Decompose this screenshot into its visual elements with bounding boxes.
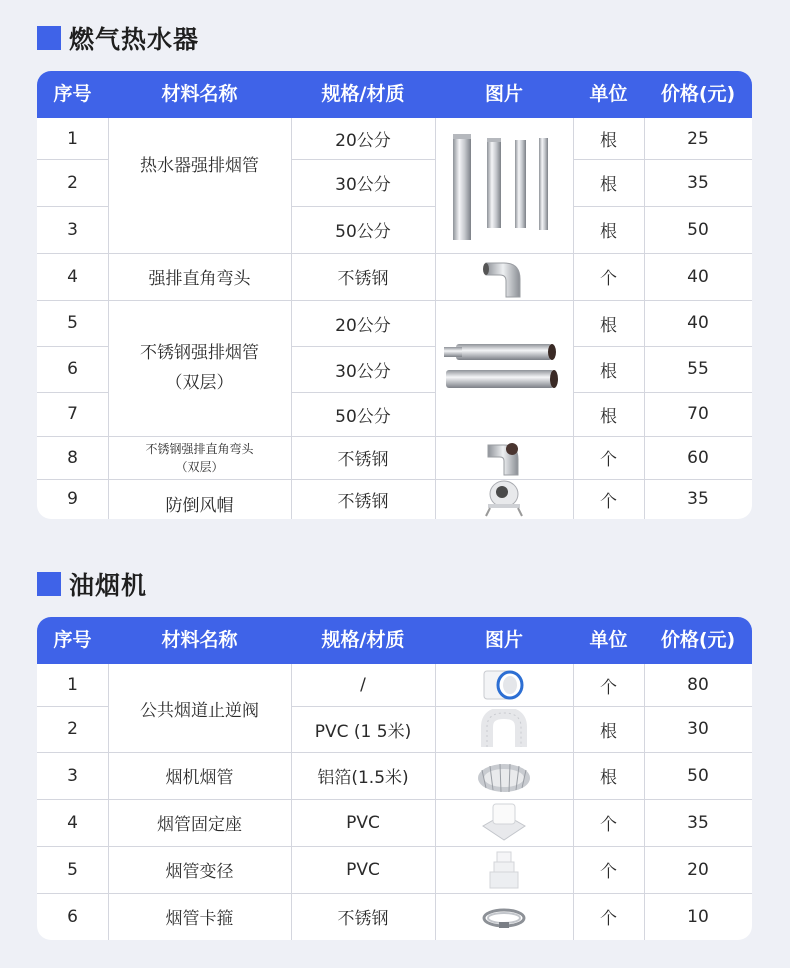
unit: 个 — [600, 815, 617, 835]
header-no: 序号 — [53, 629, 92, 651]
price: 25 — [687, 128, 709, 149]
row-no: 3 — [67, 219, 78, 240]
header-name: 材料名称 — [161, 629, 238, 651]
unit: 个 — [600, 909, 617, 929]
price: 10 — [687, 906, 709, 927]
price: 55 — [687, 359, 709, 379]
spec: 不锈钢 — [337, 491, 389, 512]
header-no: 序号 — [53, 83, 92, 105]
unit: 个 — [600, 491, 617, 512]
table-body — [37, 118, 752, 519]
unit: 根 — [600, 131, 617, 151]
water-heater-table — [37, 71, 752, 519]
spec: 铝箔(1.5米) — [317, 768, 409, 788]
table-header — [37, 71, 752, 118]
row-no: 1 — [67, 675, 78, 695]
hose-clamp-image — [435, 893, 573, 940]
header-unit: 单位 — [589, 83, 628, 105]
spec: 20公分 — [335, 131, 391, 151]
material-name: 烟管固定座 — [157, 815, 242, 835]
price: 40 — [687, 266, 709, 287]
spec: / — [360, 675, 366, 695]
spec: 不锈钢 — [337, 269, 389, 289]
material-name: 公共烟道止逆阀 — [140, 700, 259, 721]
spec: PVC — [346, 812, 380, 833]
price: 20 — [687, 859, 709, 880]
double-layer-pipes-image — [435, 300, 573, 436]
header-price: 价格(元) — [660, 629, 736, 651]
material-name: 不锈钢强排直角弯头 （双层） — [145, 441, 254, 474]
unit: 根 — [600, 175, 617, 195]
unit: 根 — [600, 315, 617, 336]
header-image: 图片 — [484, 83, 523, 105]
row-no: 1 — [67, 128, 78, 149]
price: 70 — [687, 404, 709, 424]
range-hood-table — [37, 617, 752, 940]
price: 35 — [687, 172, 709, 193]
unit: 根 — [600, 222, 617, 242]
spec: 50公分 — [335, 222, 391, 242]
row-no: 5 — [67, 859, 78, 880]
pvc-hose-image — [435, 706, 573, 752]
row-no: 7 — [67, 404, 78, 424]
material-name: 烟管变径 — [165, 862, 234, 882]
unit: 根 — [600, 406, 617, 427]
row-no: 2 — [67, 172, 78, 193]
spec: 50公分 — [335, 406, 391, 427]
material-name: 防倒风帽 — [165, 495, 234, 516]
row-no: 9 — [67, 489, 78, 509]
row-no: 3 — [67, 765, 78, 786]
price: 40 — [687, 313, 709, 333]
header-name: 材料名称 — [161, 83, 238, 105]
spec: PVC — [346, 859, 380, 880]
reducer-image — [435, 846, 573, 893]
spec: 20公分 — [335, 315, 391, 336]
row-no: 6 — [67, 906, 78, 927]
material-name: 不锈钢强排烟管 （双层） — [140, 343, 259, 393]
foil-hose-image — [435, 752, 573, 799]
header-spec: 规格/材质 — [321, 83, 405, 105]
unit: 根 — [600, 721, 617, 742]
header-spec: 规格/材质 — [321, 629, 405, 651]
unit: 个 — [600, 450, 617, 470]
header-image: 图片 — [484, 629, 523, 651]
header-unit: 单位 — [589, 629, 628, 651]
unit: 根 — [600, 361, 617, 382]
unit: 个 — [600, 862, 617, 882]
price: 50 — [687, 219, 709, 240]
material-name: 烟机烟管 — [165, 768, 234, 788]
material-name: 烟管卡箍 — [165, 909, 234, 929]
section-title-text: 燃气热水器 — [69, 25, 200, 54]
unit: 个 — [600, 269, 617, 289]
material-name: 热水器强排烟管 — [140, 155, 259, 176]
header-price: 价格(元) — [660, 83, 736, 105]
spec: 不锈钢 — [337, 909, 389, 929]
price: 35 — [687, 489, 709, 509]
price: 30 — [687, 719, 709, 739]
spec: 30公分 — [335, 175, 391, 195]
table-header — [37, 617, 752, 664]
row-no: 4 — [67, 266, 78, 287]
price: 50 — [687, 765, 709, 786]
table-body — [37, 664, 752, 940]
title-marker-icon — [37, 572, 61, 596]
spec: 30公分 — [335, 361, 391, 382]
unit: 个 — [600, 677, 617, 698]
spec: 不锈钢 — [337, 450, 389, 470]
material-name: 强排直角弯头 — [148, 269, 251, 289]
section-title-range-hood — [37, 566, 147, 602]
stainless-pipes-image — [435, 118, 573, 253]
mount-base-image — [435, 799, 573, 846]
row-no: 8 — [67, 447, 78, 468]
row-no: 2 — [67, 719, 78, 739]
section-title-water-heater — [37, 20, 199, 56]
row-no: 6 — [67, 359, 78, 379]
unit: 根 — [600, 768, 617, 788]
row-no: 5 — [67, 313, 78, 333]
elbow-image — [435, 253, 573, 300]
check-valve-image — [435, 664, 573, 706]
section-title-text: 油烟机 — [69, 571, 148, 600]
price: 60 — [687, 447, 709, 468]
double-elbow-image — [435, 436, 573, 479]
price: 35 — [687, 812, 709, 833]
title-marker-icon — [37, 26, 61, 50]
spec: PVC (1 5米) — [314, 721, 412, 742]
row-no: 4 — [67, 812, 78, 833]
wind-cap-image — [435, 479, 573, 519]
price: 80 — [687, 675, 709, 695]
